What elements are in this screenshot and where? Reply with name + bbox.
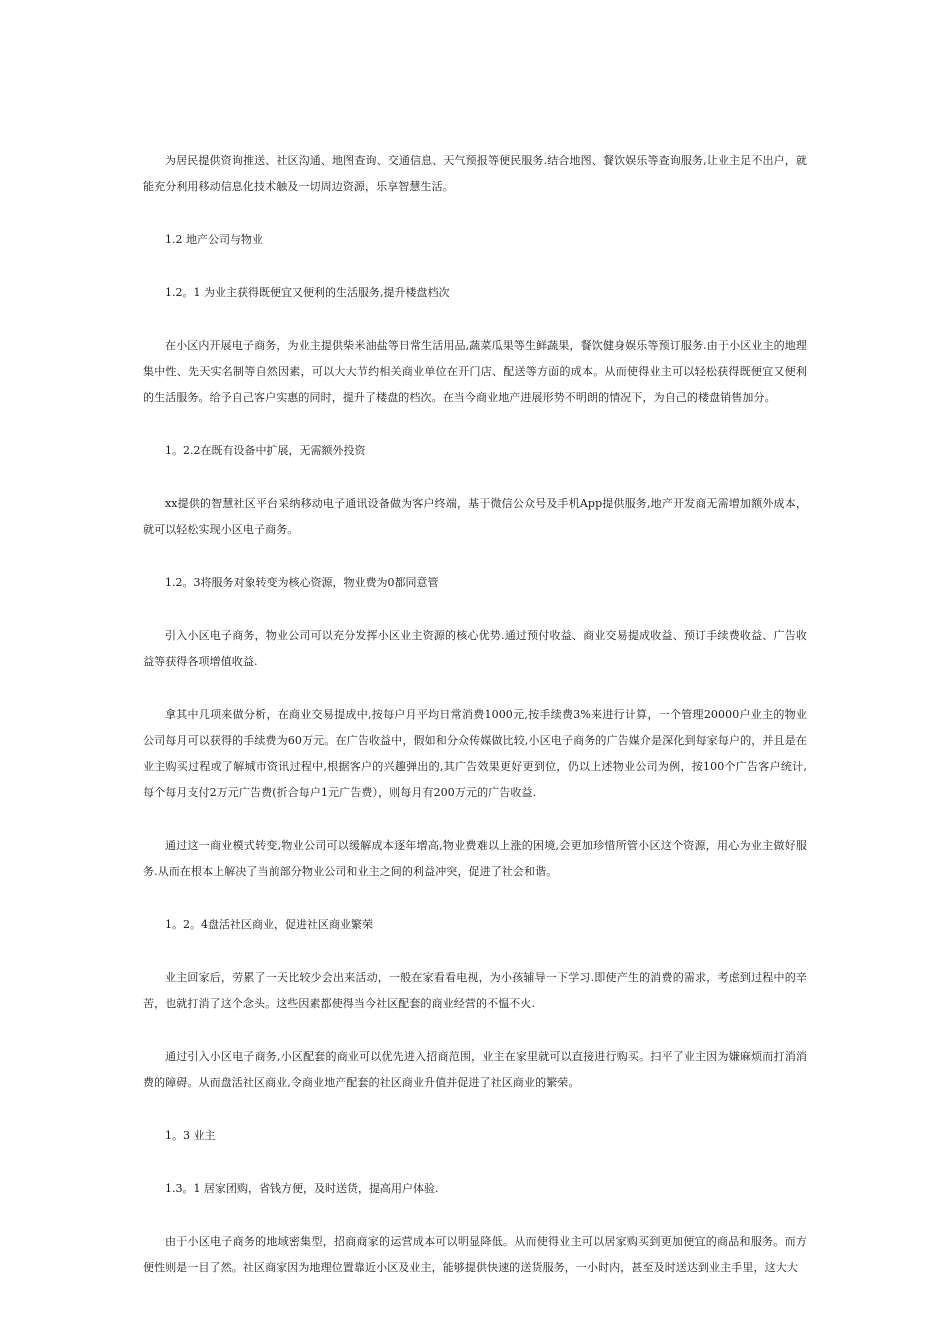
paragraph-convenience-services: 为居民提供资询推送、社区沟通、地图查询、交通信息、天气预报等便民服务.结合地图、餐饮娱乐等查询服务,让业主足不出户，就能充分利用移动信息化技术触及一切周边资源，乐享智慧生活。 [143,154,807,193]
paragraph-core-resources: 引入小区电子商务，物业公司可以充分发挥小区业主资源的核心优势.通过预付收益、商业交易提成收益、预订手续费收益、广告收益等获得各项增值收益. [143,629,807,668]
subsection-heading-1-3-1: 1.3。1 居家团购，省钱方便，及时送货，提高用户体验. [165,1182,439,1195]
paragraph-revenue-analysis: 拿其中几项来做分析，在商业交易提成中,按每户月平均日常消费1000元,按手续费3%来进行计算，一个管理20000户业主的物业公司每月可以获得的手续费为60万元。在广告收益中，假如和分众传媒做比较,小区电子商务的广告媒介是深化到每家每户的，并且是在业主购买过程或了解城市资讯过程中,根据客户的兴趣弹出的,其广告效果更好更到位，仍以上述物业公司为例，按100个广告客户统计,每个每月支付2万元广告费(折合每户1元广告费），则每月有200万元的广告收益. [143,708,807,799]
subsection-heading-1-2-3: 1.2。3将服务对象转变为核心资源，物业费为0都同意管 [165,576,439,589]
subsection-heading-1-2-1: 1.2。1 为业主获得既便宜又便利的生活服务,提升楼盘档次 [165,286,450,299]
paragraph-group-buying: 由于小区电子商务的地域密集型，招商商家的运营成本可以明显降低。从而使得业主可以居家购买到更加便宜的商品和服务。而方便性则是一目了然。社区商家因为地理位置靠近小区及业主，能够提供快速的送货服务，一小时内，甚至及时送达到业主手里，这大大 [143,1235,807,1274]
paragraph-owner-habits: 业主回家后，劳累了一天比较少会出来活动，一般在家看看电视，为小孩辅导一下学习.即使产生的消费的需求，考虑到过程中的辛苦，也就打消了这个念头。这些因素都使得当今社区配套的商业经营的不愠不火. [143,971,807,1010]
paragraph-community-commerce: 通过引入小区电子商务,小区配套的商业可以优先进入招商范围，业主在家里就可以直接进行购买。扫平了业主因为嫌麻烦而打消消费的障碍。从而盘活社区商业,令商业地产配套的社区商业升值并促进了社区商业的繁荣。 [143,1050,807,1089]
subsection-heading-1-2-2: 1。2.2在既有设备中扩展，无需额外投资 [165,444,366,457]
section-heading-1-3: 1。3 业主 [165,1129,216,1142]
paragraph-business-model: 通过这一商业模式转变,物业公司可以缓解成本逐年增高,物业费难以上涨的困境,会更加珍惜所管小区这个资源，用心为业主做好服务.从而在根本上解决了当前部分物业公司和业主之间的利益冲突，促进了社会和谐。 [143,839,807,878]
document-page [143,148,807,1308]
paragraph-no-extra-investment: xx提供的智慧社区平台采纳移动电子通讯设备做为客户终端，基于微信公众号及手机App提供服务,地产开发商无需增加额外成本，就可以轻松实现小区电子商务。 [143,497,807,536]
section-heading-1-2: 1.2 地产公司与物业 [165,233,263,246]
subsection-heading-1-2-4: 1。2。4盘活社区商业，促进社区商业繁荣 [165,918,373,931]
paragraph-ecommerce-benefits: 在小区内开展电子商务，为业主提供柴米油盐等日常生活用品,蔬菜瓜果等生鲜蔬果，餐饮健身娱乐等预订服务.由于小区业主的地理集中性、先天实名制等自然因素，可以大大节约相关商业单位在开门店、配送等方面的成本。从而使得业主可以轻松获得既便宜又便利的生活服务。给予自己客户实惠的同时，提升了楼盘的档次。在当今商业地产进展形势不明朗的情况下，为自己的楼盘销售加分。 [143,339,807,404]
